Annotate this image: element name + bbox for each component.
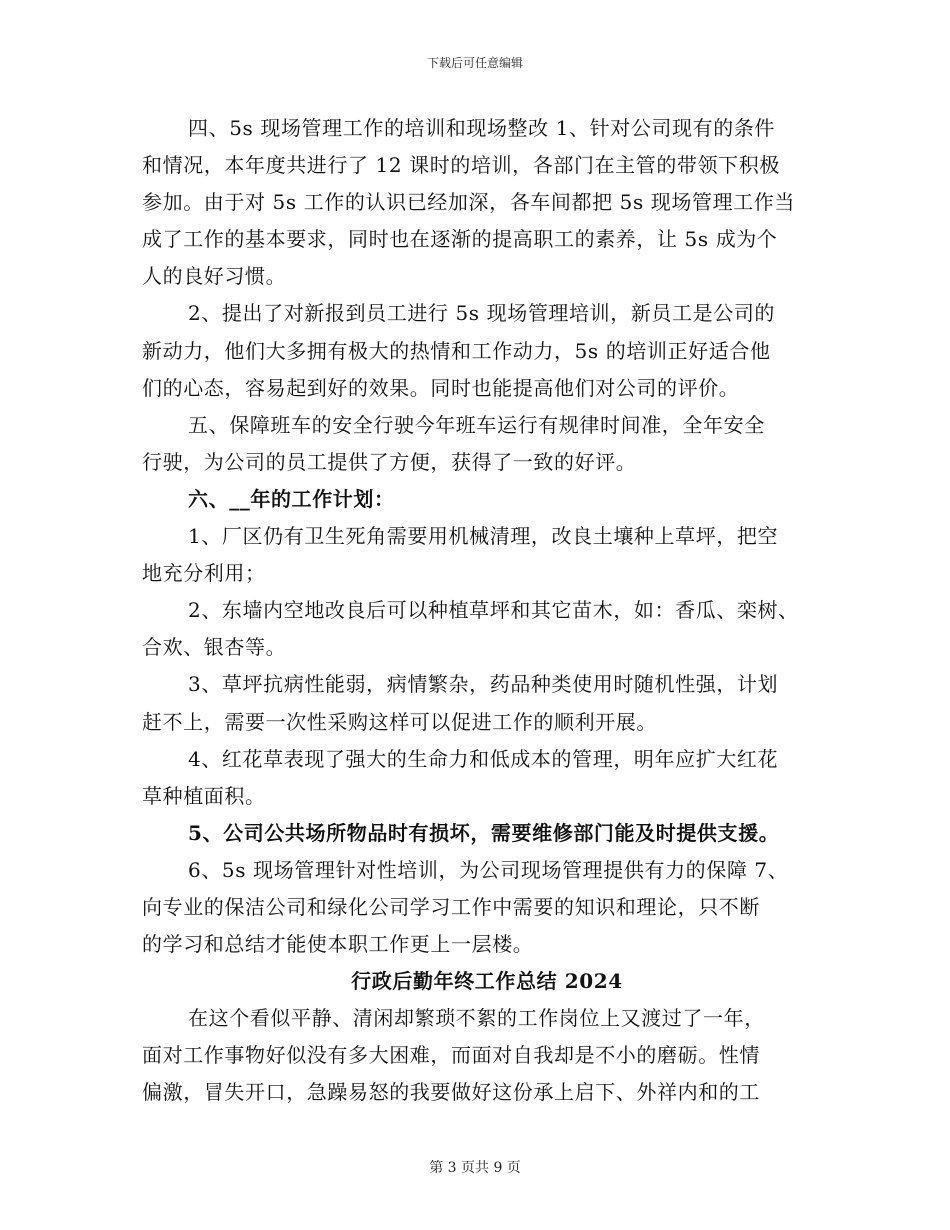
paragraph-line: 的学习和总结才能使本职工作更上一层楼。: [142, 932, 534, 957]
paragraph-line: 2、提出了对新报到员工进行 5s 现场管理培训，新员工是公司的: [188, 301, 776, 326]
paragraph-line: 4、红花草表现了强大的生命力和低成本的管理，明年应扩大红花: [188, 746, 779, 771]
paragraph-line: 1、厂区仍有卫生死角需要用机械清理，改良土壤种上草坪，把空: [188, 524, 779, 549]
paragraph-line: 向专业的保洁公司和绿化公司学习工作中需要的知识和理论，只不断: [142, 894, 760, 919]
paragraph-line: 参加。由于对 5s 工作的认识已经加深，各车间都把 5s 现场管理工作当: [142, 190, 796, 215]
paragraph-line: 人的良好习惯。: [142, 264, 287, 289]
paragraph-line: 面对工作事物好似没有多大困难，而面对自我却是不小的磨砺。性情: [142, 1043, 760, 1068]
paragraph-line: 四、5s 现场管理工作的培训和现场整改 1、针对公司现有的条件: [188, 116, 776, 140]
document-title: 行政后勤年终工作总结 2024: [351, 969, 623, 994]
bold-paragraph-line: 5、公司公共场所物品时有损坏，需要维修部门能及时提供支援。: [188, 820, 780, 845]
paragraph-line: 地充分利用；: [142, 561, 266, 586]
paragraph-line: 五、保障班车的安全行驶今年班车运行有规律时间准，全年安全: [188, 412, 765, 437]
page-header: 下载后可任意编辑: [426, 56, 523, 70]
page-footer: 第 3 页共 9 页: [429, 1160, 521, 1176]
section-heading: 六、__年的工作计划：: [188, 486, 395, 511]
paragraph-line: 们的心态，容易起到好的效果。同时也能提高他们对公司的评价。: [142, 375, 740, 400]
paragraph-line: 2、东墙内空地改良后可以种植草坪和其它苗木，如：香瓜、栾树、: [188, 598, 799, 623]
paragraph-line: 和情况，本年度共进行了 12 课时的培训，各部门在主管的带领下积极: [142, 153, 780, 178]
paragraph-line: 草种植面积。: [142, 783, 266, 808]
document-body: [142, 110, 822, 1112]
paragraph-line: 在这个看似平静、清闲却繁琐不絮的工作岗位上又渡过了一年，: [188, 1006, 765, 1031]
paragraph-line: 新动力，他们大多拥有极大的热情和工作动力，5s 的培训正好适合他: [142, 338, 771, 363]
paragraph-line: 成了工作的基本要求，同时也在逐渐的提高职工的素养，让 5s 成为个: [142, 227, 778, 252]
paragraph-line: 合欢、银杏等。: [142, 635, 287, 660]
paragraph-line: 6、5s 现场管理针对性培训，为公司现场管理提供有力的保障 7、: [188, 857, 789, 882]
paragraph-line: 赶不上，需要一次性采购这样可以促进工作的顺利开展。: [142, 709, 657, 734]
paragraph-line: 行驶，为公司的员工提供了方便，获得了一致的好评。: [142, 449, 637, 474]
paragraph-line: 3、草坪抗病性能弱，病情繁杂，药品种类使用时随机性强，计划: [188, 672, 779, 697]
paragraph-line: 偏激，冒失开口，急躁易怒的我要做好这份承上启下、外祥内和的工: [142, 1080, 760, 1105]
